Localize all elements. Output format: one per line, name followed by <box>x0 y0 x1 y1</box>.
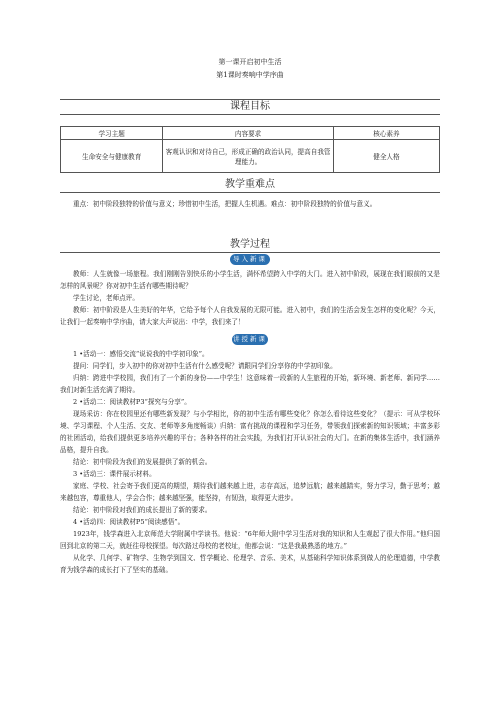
lesson-paragraph: 结论：初中阶段对我们的成长提出了新的要求。 <box>73 506 212 514</box>
lesson-title: 第1课时奏响中学序曲 <box>216 71 284 79</box>
lesson-paragraphs <box>60 348 440 576</box>
lesson-paragraph: 结论：初中阶段为我们的发展提供了新的机会。 <box>73 458 212 466</box>
lesson-paragraph: 1923年，钱学森进入北京师范大学附属中学读书。他说：“6年师大附中学习生活对我的知识和人生观起了很大作用。”他归国回到北京的第二天，就赶往母校探望。每次路过母校的老校址，他都会说：“这是我最熟悉的地方。” <box>60 530 440 550</box>
intro-paragraphs <box>60 268 440 328</box>
lesson-paragraph: 1 •活动一：感悟交流“说说我的中学初印象”。 <box>73 350 209 358</box>
lesson-paragraph: 归纳：跨进中学校园，我们有了一个新的身份——中学生！这意味着一段新的人生旅程的开始，新环境、新老师、新同学……我们对新生活充满了期待。 <box>60 374 440 394</box>
key-points-heading: 教学重难点 <box>60 178 440 193</box>
lesson-paragraph: 2 •活动二：阅读教材P3“探究与分享”。 <box>73 398 191 406</box>
key-points-paragraph <box>60 198 440 210</box>
table-row <box>61 140 440 173</box>
goals-table <box>60 126 440 173</box>
goals-header-requirement: 内容要求 <box>163 127 334 140</box>
intro-paragraph: 教师：初中阶段是人生美好的年华，它给予每个人自我发展的无限可能。进入初中，我们的生活会发生怎样的变化呢？今天，让我们一起奏响中学序曲，请大家大声说出：中学，我们来了！ <box>60 306 440 326</box>
new-lesson-badge: 讲授新课 <box>233 335 267 343</box>
intro-paragraph: 教师：人生就像一场旅程。我们刚刚告别快乐的小学生活，满怀希望跨入中学的大门。进入初中阶段，展现在我们眼前的又是怎样的风景呢？你对初中生活有哪些期待呢？ <box>60 270 440 290</box>
goals-header-topic: 学习主题 <box>61 127 163 140</box>
goals-header-literacy: 核心素养 <box>333 127 439 140</box>
lesson-paragraph: 从化学、几何学、矿物学、生物学到国文、哲学概论、伦理学、音乐、美术，从基础科学知识体系到做人的伦理道德，中学教育为钱学森的成长打下了坚实的基础。 <box>60 554 440 574</box>
intro-badge: 导入新课 <box>230 254 270 265</box>
key-points-text: 重点：初中阶段独特的价值与意义；珍惜初中生活，把握人生机遇。难点：初中阶段独特的价值与意义。 <box>73 200 377 208</box>
lesson-paragraph: 提问：同学们，步入初中的你对初中生活有什么感受呢？请跟同学们分享你的中学初印象。 <box>73 362 337 370</box>
goals-heading: 课程目标 <box>60 99 440 115</box>
lesson-paragraph: 现场采访：你在校园里还有哪些新发现？与小学相比，你的初中生活有哪些变化？你怎么看待这些变化？（提示：可从学校环境、学习课程、个人生活、交友、老师等多角度畅谈）归纳：富有挑战的课程和学习任务，带领我们探索新的知识领域；丰富多彩的社团活动，给我们提供更多培养兴趣的平台；各种各样的社会实践，为我们打开认识社会的大门。在新的集体生活中，我们涵养品格，提升自我。 <box>60 410 440 454</box>
lesson-paragraph: 3 •活动三：课件展示材料。 <box>73 470 156 478</box>
goals-cell-topic: 生命安全与健康教育 <box>61 140 163 173</box>
intro-paragraph: 学生讨论，老师点评。 <box>73 294 139 302</box>
goals-table-header-row <box>61 127 440 140</box>
goals-cell-literacy: 健全人格 <box>333 140 439 173</box>
lesson-paragraph: 4 •活动四：阅读教材P5“阅读感悟”。 <box>73 518 185 526</box>
lesson-paragraph: 家庭、学校、社会寄予我们更高的期望，期待我们越来越上进，志存高远，追梦远航；越来越踏实，努力学习，勤于思考；越来越包容，尊重他人，学会合作；越来越坚强，能坚持，有韧劲，取得更大进步。 <box>60 482 440 502</box>
process-heading: 教学过程 <box>60 238 440 253</box>
goals-cell-requirement: 客观认识和对待自己，形成正确的政治认同，提高自我管理能力。 <box>163 140 334 173</box>
unit-title: 第一课开启初中生活 <box>218 58 282 66</box>
